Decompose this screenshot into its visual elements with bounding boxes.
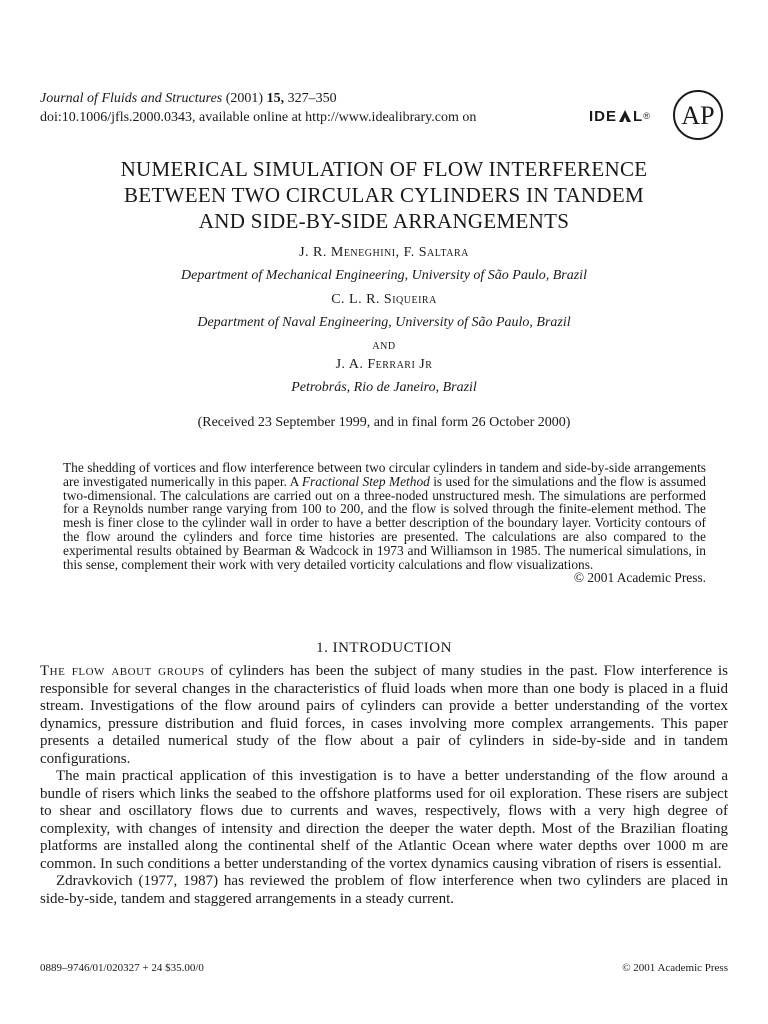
academic-press-logo-text: AP — [681, 101, 715, 130]
academic-press-logo — [672, 89, 724, 141]
section-title: INTRODUCTION — [332, 640, 452, 656]
title-line: BETWEEN TWO CIRCULAR CYLINDERS IN TANDEM — [124, 183, 644, 207]
doi-line: doi:10.1006/jfls.2000.0343, available online at http://www.idealibrary.com on — [40, 110, 477, 125]
abstract — [63, 461, 706, 585]
title-line: NUMERICAL SIMULATION OF FLOW INTERFERENCE — [120, 157, 648, 181]
abstract-method-name: Fractional Step Method — [301, 473, 430, 489]
section-heading — [40, 639, 728, 657]
journal-volume: 15, — [266, 91, 285, 106]
author-names: C. L. R. Siqueira — [331, 292, 437, 307]
journal-year: (2001) — [225, 91, 264, 106]
journal-citation — [40, 90, 337, 108]
title-line: AND SIDE-BY-SIDE ARRANGEMENTS — [198, 209, 570, 233]
author-names: J. A. Ferrari Jr — [335, 357, 433, 372]
footer-copyright: © 2001 Academic Press — [622, 962, 728, 974]
paper-title — [40, 156, 728, 234]
journal-name: Journal of Fluids and Structures — [40, 91, 223, 106]
author-affiliation: Department of Naval Engineering, University of São Paulo, Brazil — [197, 315, 571, 330]
footer-code: 0889–9746/01/020327 + 24 $35.00/0 — [40, 962, 204, 974]
body-text — [40, 663, 728, 908]
author-names: J. R. Meneghini, F. Saltara — [299, 245, 469, 260]
journal-pages: 327–350 — [287, 91, 337, 106]
paragraph-lead: The flow about groups — [40, 663, 205, 679]
ideal-logo-left: IDE — [589, 107, 618, 125]
paragraph: The main practical application of this investigation is to have a better understanding of the flow around a bundle of risers which links the seabed to the offshore platforms used for oil exploration. These risers are subject to shear and oscillatory flows due to currents and waves, respectively, flows with a very high degree of complexity, with changes of intensity and direction the deeper the water depth. Most of the Brazilian floating platforms are installed along the continental shelf of the Atlantic Ocean where water depths over 1000 m are common. In such conditions a better understanding of the vortex dynamics causing vibration of risers is essential. — [40, 768, 728, 872]
abstract-text: is used for the simulations and the flow is assumed two-dimensional. The calculations are carried out on a three-noded unstructured mesh. The simulations are performed for a Reynolds number range varying from 100 to 200, and the flow is solved through the finite-element method. The mesh is finer close to the cylinder wall in order to have a better description of the boundary layer. Vorticity contours of the flow around the cylinders and force time histories are presented. The calculations are also compared to the experimental results obtained by Bearman & Wadcock in 1973 and Williamson in 1985. The numerical simulations, in this sense, complement their work with very detailed vorticity calculations and flow visualizations. — [63, 473, 706, 572]
author-affiliation: Petrobrás, Rio de Janeiro, Brazil — [291, 380, 477, 395]
paragraph-text: of cylinders has been the subject of many studies in the past. Flow interference is responsible for several changes in the characteristics of fluid loads when more than one body is placed in a fluid stream. Investigations of the flow around pairs of cylinders can provide a better understanding of the vortex dynamics, pressure distribution and fluid forces, in cases involving more complex arrangements. This paper presents a detailed numerical study of the flow about a pair of cylinders in side-by-side and in tandem configurations. — [40, 663, 729, 767]
ideal-logo-reg: ® — [643, 111, 651, 121]
ideal-library-logo — [589, 106, 651, 126]
paragraph: Zdravkovich (1977, 1987) has reviewed the problem of flow interference when two cylinders are placed in side-by-side, tandem and staggered arrangements in a steady current. — [40, 873, 728, 907]
abstract-text: The shedding of vortices and flow interference between two circular cylinders in tandem and side-by-side arrangements are investigated numerically in this paper. A — [63, 460, 706, 489]
ideal-arrow-icon — [618, 109, 632, 123]
paragraph — [40, 663, 728, 768]
received-dates: (Received 23 September 1999, and in final form 26 October 2000) — [197, 415, 571, 430]
abstract-copyright: © 2001 Academic Press. — [573, 570, 706, 586]
ideal-logo-right: L — [633, 107, 644, 125]
and-separator: and — [372, 338, 396, 353]
author-affiliation: Department of Mechanical Engineering, University of São Paulo, Brazil — [181, 268, 587, 283]
section-number: 1. — [316, 640, 329, 656]
